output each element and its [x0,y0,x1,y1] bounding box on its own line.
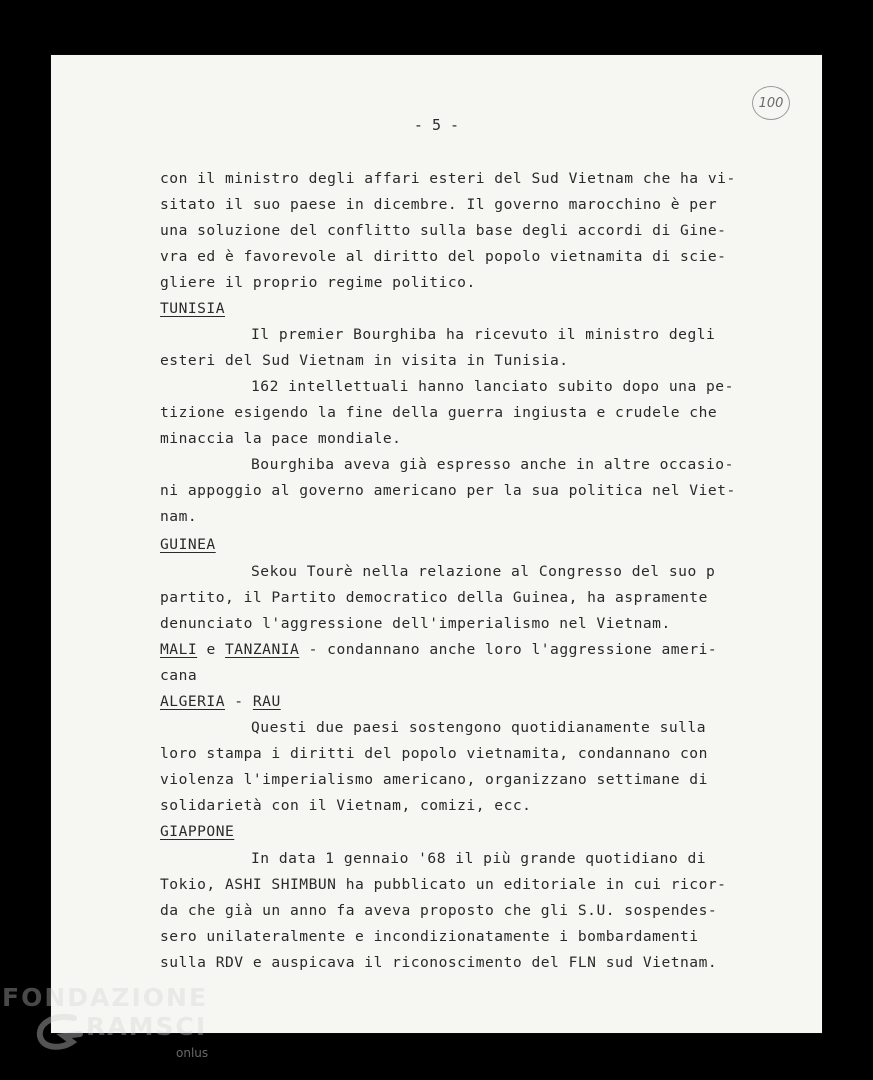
text-line: vra ed è favorevole al diritto del popolo vietnamita di scie- [160,248,727,265]
text-line: denunciato l'aggressione dell'imperialismo nel Vietnam. [160,615,671,632]
text-line: esteri del Sud Vietnam in visita in Tunisia. [160,352,569,369]
text-line: Sekou Tourè nella relazione al Congresso del suo p [251,563,716,580]
text-line: con il ministro degli affari esteri del Sud Vietnam che ha vi- [160,170,736,187]
text-line: solidarietà con il Vietnam, comizi, ecc. [160,797,532,814]
text-line: loro stampa i diritti del popolo vietnamita, condannano con [160,745,708,762]
watermark-subtitle: onlus [176,1046,209,1060]
text-line: In data 1 gennaio '68 il più grande quotidiano di [251,850,707,867]
connector: e [197,641,226,658]
text-line: 162 intellettuali hanno lanciato subito dopo una pe- [251,378,734,395]
archive-number: 100 [758,95,784,111]
text-line: sulla RDV e auspicava il riconoscimento del FLN sud Vietnam. [160,954,718,971]
text-line: Il premier Bourghiba ha ricevuto il ministro degli [251,326,716,343]
text-line: nam. [160,508,198,525]
text-line: Questi due paesi sostengono quotidianamente sulla [251,719,707,736]
text-line: Bourghiba aveva già espresso anche in altre occasio- [251,456,734,473]
text-run: - condannano anche loro l'aggressione ameri- [299,641,718,658]
watermark-line-2: RAMSCI [86,1012,208,1041]
text-line: ni appoggio al governo americano per la sua politica nel Viet- [160,482,736,499]
text-line: tizione esigendo la fine della guerra ingiusta e crudele che [160,404,718,421]
text-line: partito, il Partito democratico della Guinea, ha aspramente [160,589,708,606]
section-heading-giappone: GIAPPONE [160,823,235,840]
page-number: - 5 - [413,116,460,134]
text-line: una soluzione del conflitto sulla base degli accordi di Gine- [160,222,727,239]
text-line: minaccia la pace mondiale. [160,430,402,447]
section-heading-mali: MALI [160,641,198,658]
text-line: violenza l'imperialismo americano, organizzano settimane di [160,771,708,788]
section-heading-guinea: GUINEA [160,536,216,553]
text-line: gliere il proprio regime politico. [160,274,476,291]
text-line: cana [160,667,198,684]
section-heading-tanzania: TANZANIA [225,641,300,658]
section-heading-algeria: ALGERIA [160,693,226,710]
watermark-g-logo-icon [34,1012,88,1052]
section-line-algeria-rau [160,693,281,710]
text-line: da che già un anno fa aveva proposto che gli S.U. sospendes- [160,902,718,919]
watermark-line-1: FONDAZIONE [2,983,209,1012]
section-heading-rau: RAU [252,693,281,710]
archive-stamp [752,86,790,120]
section-heading-tunisia: TUNISIA [160,300,226,317]
text-line: sero unilateralmente e incondizionatamente i bombardamenti [160,928,699,945]
connector: - [225,693,253,710]
text-line: sitato il suo paese in dicembre. Il governo marocchino è per [160,196,718,213]
section-line-mali-tanzania [160,641,717,658]
text-line: Tokio, ASHI SHIMBUN ha pubblicato un editoriale in cui ricor- [160,876,727,893]
